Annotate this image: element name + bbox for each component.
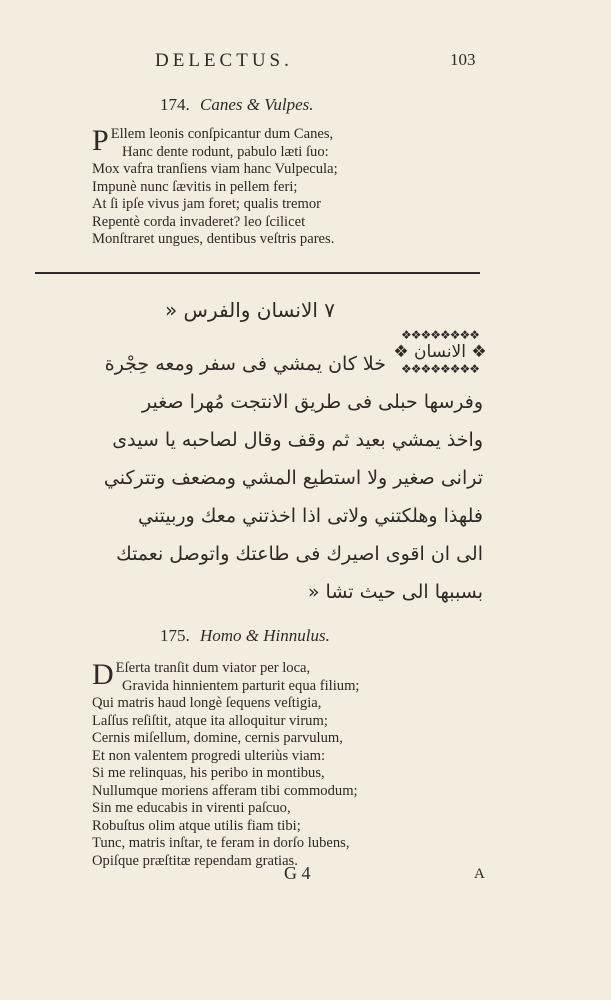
- drop-capital: D: [92, 658, 114, 691]
- signature-mark: G 4: [284, 863, 311, 883]
- verse-line: Opiſque præſtitæ rependam gratias.: [92, 852, 298, 869]
- verse-line: Robuſtus olim atque utilis fiam tibi;: [92, 817, 301, 834]
- arabic-line: فلهذا وهلكتني ولاتى اذا اخذتني معك وربيتني: [138, 505, 483, 527]
- verse-line: Laſſus reſiſtit, atque ita alloquitur virum;: [92, 712, 328, 729]
- fable-174-title: [160, 95, 313, 115]
- arabic-line: وفرسها حبلى فى طريق الانتجت مُهرا صغير: [142, 391, 483, 413]
- arabic-line: ترانى صغير ولا استطيع المشي ومضعف وتتركني: [103, 467, 483, 489]
- ornament-row-top: ❖❖❖❖❖❖❖❖: [400, 328, 480, 342]
- verse-line: Repentè corda invaderet? leo ſcilicet: [92, 213, 306, 230]
- verse-line: Gravida hinnientem parturit equa filium;: [122, 677, 360, 694]
- fable-175-latin-text: [92, 660, 359, 870]
- ornament-row-bottom: ❖❖❖❖❖❖❖❖: [400, 362, 480, 376]
- arabic-heading: ٧ الانسان والفرس «: [164, 298, 336, 322]
- page-number: 103: [450, 50, 476, 69]
- verse-line: Monſtraret ungues, dentibus veſtris pares.: [92, 231, 335, 247]
- verse-line: Impunè nunc ſævitis in pellem feri;: [92, 178, 298, 195]
- running-title: DELECTUS.: [155, 50, 293, 71]
- drop-capital: P: [92, 124, 109, 157]
- ornament-frame: [392, 328, 488, 390]
- verse-line: At ſi ipſe vivus jam foret; qualis tremor: [92, 196, 321, 212]
- verse-line: Mox vafra tranſiens viam hanc Vulpecula;: [92, 161, 338, 177]
- fable-number: 174.: [160, 95, 190, 114]
- fable-175-title: [160, 626, 330, 646]
- verse-line: Et non valentem progredi ulteriùs viam:: [92, 747, 326, 764]
- ornament-word: ❖ الانسان ❖: [393, 342, 487, 362]
- fable-name: Canes & Vulpes.: [200, 95, 314, 114]
- catchword: A: [474, 866, 485, 882]
- verse-line: Eſerta tranſit dum viator per loca,: [115, 660, 311, 676]
- verse-line: Hanc dente rodunt, pabulo læti ſuo:: [122, 143, 329, 160]
- arabic-line: خلا كان يمشي فى سفر ومعه حِجْرة: [104, 353, 386, 375]
- verse-line: Tunc, matris inſtar, te feram in dorſo lubens,: [92, 835, 350, 851]
- arabic-line: بسببها الى حيث تشا «: [307, 581, 483, 603]
- running-header: [0, 50, 611, 76]
- verse-line: Qui matris haud longè ſequens veſtigia,: [92, 695, 322, 711]
- fable-number: 175.: [160, 626, 190, 645]
- verse-line: Cernis miſellum, domine, cernis parvulum,: [92, 730, 343, 746]
- verse-line: Sin me educabis in virenti paſcuo,: [92, 800, 291, 816]
- section-divider: [35, 272, 480, 274]
- fable-name: Homo & Hinnulus.: [200, 626, 330, 645]
- arabic-line: الى ان اقوى اصيرك فى طاعتك واتوصل نعمتك: [116, 543, 483, 565]
- verse-line: Si me relinquas, his peribo in montibus,: [92, 765, 325, 781]
- arabic-line: واخذ يمشي بعيد ثم وقف وقال لصاحبه يا سيدى: [112, 429, 483, 451]
- verse-line: Ellem leonis conſpicantur dum Canes,: [110, 126, 334, 142]
- fable-174-latin-text: [92, 126, 338, 249]
- verse-line: Nullumque moriens afferam tibi commodum;: [92, 782, 358, 799]
